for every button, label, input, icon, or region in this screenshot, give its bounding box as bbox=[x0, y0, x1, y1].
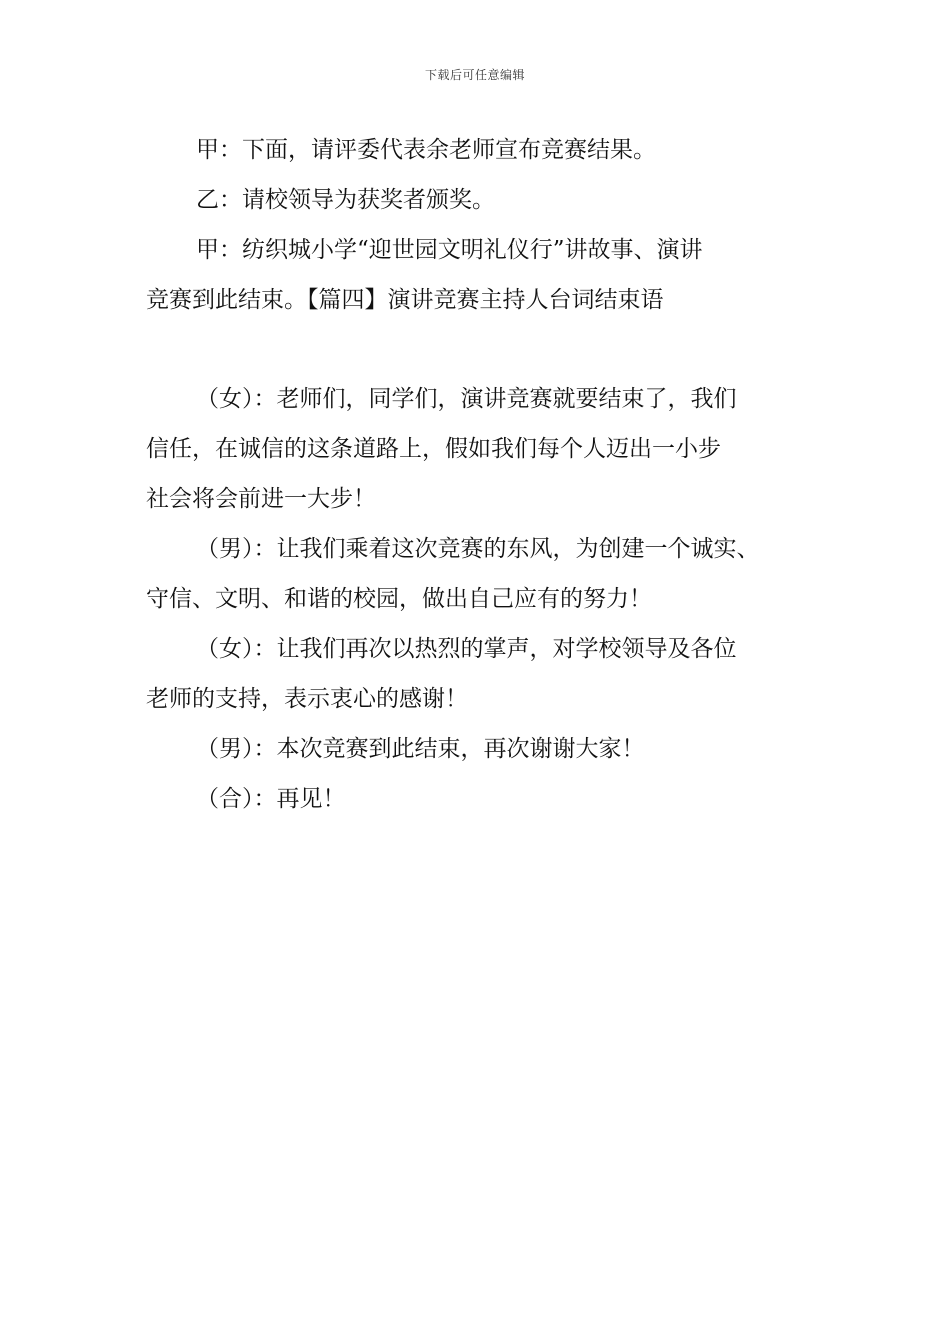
paragraph-line: （女）：老师们，同学们，演讲竞赛就要结束了，我们 bbox=[196, 386, 737, 412]
paragraph-line: （男）：本次竞赛到此结束，再次谢谢大家！ bbox=[196, 736, 645, 762]
closing-remarks-section bbox=[146, 125, 836, 325]
paragraph-line: 竞赛到此结束。 bbox=[146, 287, 307, 313]
page-header-note: 下载后可任意编辑 bbox=[424, 68, 525, 82]
paragraph-line: 社会将会前进一大步！ bbox=[146, 486, 376, 512]
paragraph-line: （男）：让我们乘着这次竞赛的东风，为创建一个诚实、 bbox=[196, 536, 760, 562]
paragraph-line: 乙：请校领导为获奖者颁奖。 bbox=[196, 187, 495, 213]
host-script-section bbox=[146, 374, 836, 824]
paragraph-line-with-heading bbox=[146, 275, 836, 325]
paragraph-line: （女）：让我们再次以热烈的掌声，对学校领导及各位 bbox=[196, 636, 737, 662]
paragraph-line: 守信、文明、和谐的校园，做出自己应有的努力！ bbox=[146, 586, 652, 612]
paragraph-line: 甲：纺织城小学“迎世园文明礼仪行”讲故事、演讲 bbox=[196, 237, 703, 263]
paragraph-line: 老师的支持，表示衷心的感谢！ bbox=[146, 686, 468, 712]
paragraph-line: 甲：下面，请评委代表余老师宣布竞赛结果。 bbox=[196, 137, 656, 163]
section-heading: 【篇四】演讲竞赛主持人台词结束语 bbox=[307, 287, 664, 313]
paragraph-line: （合）：再见！ bbox=[196, 786, 346, 812]
paragraph-line: 信任，在诚信的这条道路上，假如我们每个人迈出一小步 bbox=[146, 436, 721, 462]
